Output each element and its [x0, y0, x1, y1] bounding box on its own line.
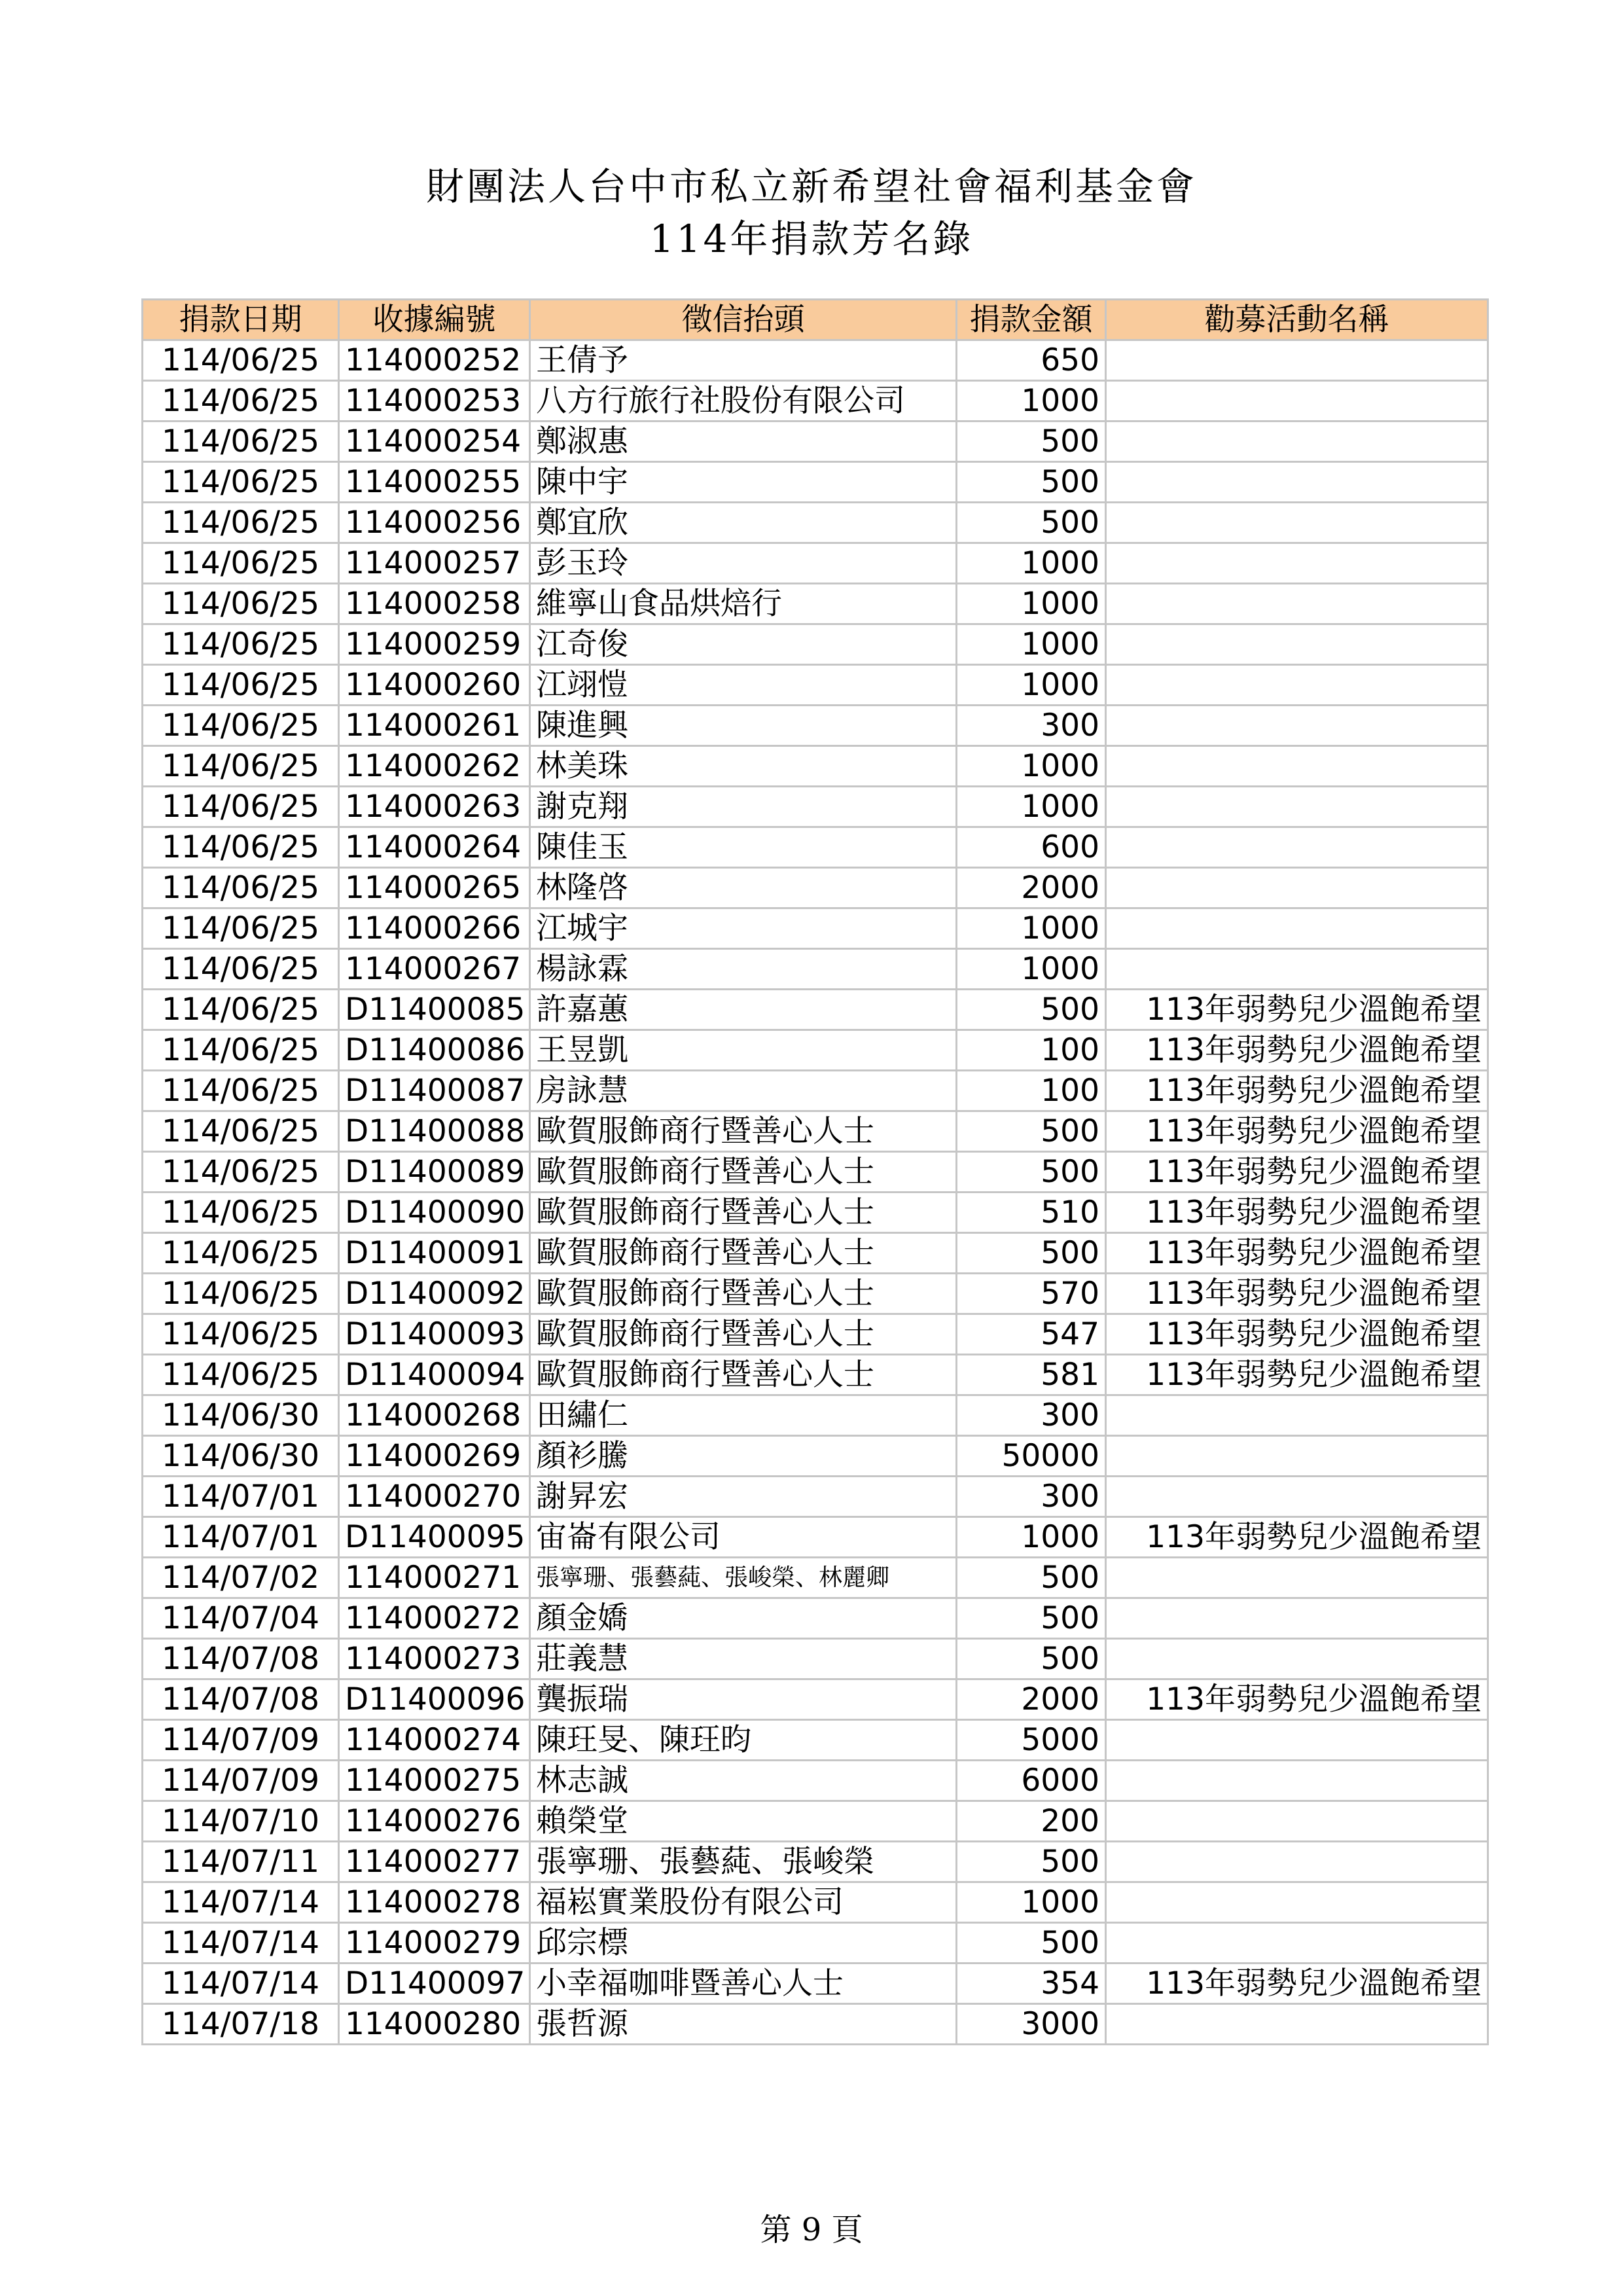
- cell-receipt-number: D11400093: [339, 1314, 530, 1355]
- cell-campaign: [1106, 665, 1488, 706]
- cell-receipt-number: 114000273: [339, 1639, 530, 1679]
- cell-donor-name: 歐賀服飾商行暨善心人士: [530, 1233, 957, 1274]
- cell-campaign: [1106, 949, 1488, 990]
- header-amount: 捐款金額: [957, 300, 1106, 340]
- table-row: [143, 990, 1488, 1030]
- table-row: [143, 422, 1488, 462]
- cell-date: 114/06/25: [143, 624, 339, 665]
- cell-receipt-number: D11400092: [339, 1274, 530, 1314]
- cell-receipt-number: 114000252: [339, 340, 530, 381]
- cell-date: 114/06/25: [143, 1152, 339, 1193]
- cell-campaign: [1106, 2004, 1488, 2045]
- table-row: [143, 1030, 1488, 1071]
- cell-campaign: [1106, 1801, 1488, 1842]
- cell-date: 114/07/08: [143, 1679, 339, 1720]
- cell-amount: 2000: [957, 1679, 1106, 1720]
- cell-donor-name: 林隆啓: [530, 868, 957, 908]
- cell-donor-name: 張寧珊、張藝蒓、張峻榮: [530, 1842, 957, 1882]
- cell-amount: 300: [957, 1477, 1106, 1517]
- header-campaign: 勸募活動名稱: [1106, 300, 1488, 340]
- document-title: 財團法人台中市私立新希望社會福利基金會: [425, 164, 1197, 209]
- cell-date: 114/07/04: [143, 1598, 339, 1639]
- cell-date: 114/06/25: [143, 381, 339, 422]
- cell-amount: 5000: [957, 1720, 1106, 1761]
- cell-date: 114/06/30: [143, 1395, 339, 1436]
- cell-receipt-number: 114000255: [339, 462, 530, 503]
- cell-date: 114/06/25: [143, 422, 339, 462]
- table-row: [143, 462, 1488, 503]
- cell-amount: 100: [957, 1030, 1106, 1071]
- cell-amount: 354: [957, 1964, 1106, 2004]
- cell-campaign: [1106, 1558, 1488, 1598]
- table-row: [143, 624, 1488, 665]
- cell-donor-name: 張寧珊、張藝蒓、張峻榮、林麗卿: [530, 1558, 957, 1598]
- cell-date: 114/06/25: [143, 787, 339, 827]
- cell-receipt-number: 114000256: [339, 503, 530, 543]
- cell-campaign: [1106, 462, 1488, 503]
- cell-donor-name: 歐賀服飾商行暨善心人士: [530, 1111, 957, 1152]
- cell-receipt-number: 114000263: [339, 787, 530, 827]
- cell-receipt-number: 114000257: [339, 543, 530, 584]
- cell-date: 114/06/25: [143, 868, 339, 908]
- cell-date: 114/06/25: [143, 1193, 339, 1233]
- cell-amount: 1000: [957, 908, 1106, 949]
- cell-donor-name: 彭玉玲: [530, 543, 957, 584]
- cell-donor-name: 顏金嬌: [530, 1598, 957, 1639]
- cell-date: 114/06/25: [143, 340, 339, 381]
- cell-amount: 500: [957, 1598, 1106, 1639]
- cell-donor-name: 顏衫騰: [530, 1436, 957, 1477]
- cell-amount: 3000: [957, 2004, 1106, 2045]
- cell-amount: 1000: [957, 381, 1106, 422]
- cell-receipt-number: 114000274: [339, 1720, 530, 1761]
- cell-receipt-number: 114000280: [339, 2004, 530, 2045]
- table-row: [143, 868, 1488, 908]
- cell-campaign: [1106, 503, 1488, 543]
- cell-campaign: [1106, 584, 1488, 624]
- donor-table-body: [143, 340, 1488, 2045]
- cell-donor-name: 王倩予: [530, 340, 957, 381]
- cell-donor-name: 楊詠霖: [530, 949, 957, 990]
- cell-campaign: [1106, 787, 1488, 827]
- cell-amount: 1000: [957, 584, 1106, 624]
- cell-campaign: 113年弱勢兒少溫飽希望: [1106, 1274, 1488, 1314]
- cell-campaign: 113年弱勢兒少溫飽希望: [1106, 1233, 1488, 1274]
- cell-amount: 500: [957, 1842, 1106, 1882]
- cell-campaign: [1106, 868, 1488, 908]
- table-row: [143, 1801, 1488, 1842]
- cell-amount: 500: [957, 1558, 1106, 1598]
- cell-date: 114/06/25: [143, 746, 339, 787]
- table-row: [143, 827, 1488, 868]
- cell-receipt-number: D11400090: [339, 1193, 530, 1233]
- donor-table: [141, 298, 1489, 2045]
- cell-receipt-number: D11400094: [339, 1355, 530, 1395]
- cell-receipt-number: 114000264: [339, 827, 530, 868]
- cell-amount: 200: [957, 1801, 1106, 1842]
- cell-campaign: [1106, 827, 1488, 868]
- cell-receipt-number: 114000261: [339, 706, 530, 746]
- cell-amount: 500: [957, 422, 1106, 462]
- cell-date: 114/07/09: [143, 1761, 339, 1801]
- page-number: 第 9 頁: [760, 2212, 863, 2248]
- table-row: [143, 2004, 1488, 2045]
- cell-campaign: [1106, 1598, 1488, 1639]
- table-row: [143, 1314, 1488, 1355]
- cell-amount: 500: [957, 990, 1106, 1030]
- cell-date: 114/06/25: [143, 584, 339, 624]
- cell-amount: 1000: [957, 949, 1106, 990]
- cell-date: 114/06/25: [143, 827, 339, 868]
- cell-date: 114/06/25: [143, 1111, 339, 1152]
- table-row: [143, 1477, 1488, 1517]
- cell-amount: 1000: [957, 543, 1106, 584]
- table-row: [143, 1842, 1488, 1882]
- cell-campaign: [1106, 1639, 1488, 1679]
- cell-donor-name: 林美珠: [530, 746, 957, 787]
- cell-receipt-number: 114000268: [339, 1395, 530, 1436]
- cell-amount: 1000: [957, 624, 1106, 665]
- cell-date: 114/07/14: [143, 1923, 339, 1964]
- cell-campaign: [1106, 422, 1488, 462]
- cell-date: 114/07/08: [143, 1639, 339, 1679]
- cell-amount: 500: [957, 462, 1106, 503]
- cell-campaign: 113年弱勢兒少溫飽希望: [1106, 1517, 1488, 1558]
- cell-amount: 100: [957, 1071, 1106, 1111]
- table-row: [143, 1274, 1488, 1314]
- cell-amount: 1000: [957, 665, 1106, 706]
- cell-donor-name: 歐賀服飾商行暨善心人士: [530, 1152, 957, 1193]
- cell-donor-name: 江翊愷: [530, 665, 957, 706]
- cell-campaign: 113年弱勢兒少溫飽希望: [1106, 1111, 1488, 1152]
- cell-receipt-number: 114000260: [339, 665, 530, 706]
- cell-donor-name: 江奇俊: [530, 624, 957, 665]
- cell-campaign: 113年弱勢兒少溫飽希望: [1106, 1679, 1488, 1720]
- cell-donor-name: 謝昇宏: [530, 1477, 957, 1517]
- cell-amount: 500: [957, 1923, 1106, 1964]
- cell-donor-name: 陳進興: [530, 706, 957, 746]
- cell-receipt-number: D11400088: [339, 1111, 530, 1152]
- cell-donor-name: 歐賀服飾商行暨善心人士: [530, 1193, 957, 1233]
- cell-donor-name: 陳玨旻、陳玨昀: [530, 1720, 957, 1761]
- document-subtitle: 114年捐款芳名錄: [649, 217, 974, 261]
- cell-receipt-number: 114000259: [339, 624, 530, 665]
- cell-date: 114/06/25: [143, 990, 339, 1030]
- table-row: [143, 706, 1488, 746]
- cell-receipt-number: 114000272: [339, 1598, 530, 1639]
- cell-campaign: 113年弱勢兒少溫飽希望: [1106, 1030, 1488, 1071]
- cell-amount: 1000: [957, 787, 1106, 827]
- cell-donor-name: 福崧實業股份有限公司: [530, 1882, 957, 1923]
- cell-donor-name: 謝克翔: [530, 787, 957, 827]
- table-row: [143, 746, 1488, 787]
- cell-date: 114/06/25: [143, 706, 339, 746]
- cell-campaign: 113年弱勢兒少溫飽希望: [1106, 1071, 1488, 1111]
- cell-receipt-number: 114000276: [339, 1801, 530, 1842]
- cell-campaign: [1106, 1720, 1488, 1761]
- cell-donor-name: 許嘉蕙: [530, 990, 957, 1030]
- cell-amount: 500: [957, 503, 1106, 543]
- table-row: [143, 787, 1488, 827]
- cell-receipt-number: 114000277: [339, 1842, 530, 1882]
- table-row: [143, 1923, 1488, 1964]
- cell-donor-name: 小幸福咖啡暨善心人士: [530, 1964, 957, 2004]
- cell-date: 114/06/25: [143, 462, 339, 503]
- cell-date: 114/06/25: [143, 1274, 339, 1314]
- cell-campaign: [1106, 543, 1488, 584]
- table-row: [143, 1761, 1488, 1801]
- cell-amount: 2000: [957, 868, 1106, 908]
- cell-date: 114/06/25: [143, 1233, 339, 1274]
- cell-donor-name: 歐賀服飾商行暨善心人士: [530, 1274, 957, 1314]
- cell-amount: 300: [957, 706, 1106, 746]
- cell-date: 114/06/30: [143, 1436, 339, 1477]
- cell-campaign: 113年弱勢兒少溫飽希望: [1106, 1314, 1488, 1355]
- cell-date: 114/06/25: [143, 1071, 339, 1111]
- cell-receipt-number: D11400096: [339, 1679, 530, 1720]
- cell-donor-name: 賴榮堂: [530, 1801, 957, 1842]
- cell-date: 114/07/18: [143, 2004, 339, 2045]
- cell-donor-name: 歐賀服飾商行暨善心人士: [530, 1355, 957, 1395]
- cell-campaign: [1106, 340, 1488, 381]
- cell-campaign: [1106, 1882, 1488, 1923]
- cell-campaign: 113年弱勢兒少溫飽希望: [1106, 1193, 1488, 1233]
- cell-campaign: [1106, 1395, 1488, 1436]
- cell-campaign: [1106, 1477, 1488, 1517]
- cell-date: 114/07/14: [143, 1882, 339, 1923]
- cell-amount: 1000: [957, 1882, 1106, 1923]
- table-row: [143, 584, 1488, 624]
- cell-campaign: [1106, 624, 1488, 665]
- table-row: [143, 1679, 1488, 1720]
- cell-receipt-number: D11400086: [339, 1030, 530, 1071]
- table-row: [143, 1395, 1488, 1436]
- table-header-row: [143, 300, 1488, 340]
- table-row: [143, 1436, 1488, 1477]
- cell-amount: 510: [957, 1193, 1106, 1233]
- header-receipt-number: 收據編號: [339, 300, 530, 340]
- table-row: [143, 340, 1488, 381]
- cell-amount: 570: [957, 1274, 1106, 1314]
- cell-amount: 6000: [957, 1761, 1106, 1801]
- cell-amount: 547: [957, 1314, 1106, 1355]
- cell-campaign: [1106, 1842, 1488, 1882]
- cell-donor-name: 江城宇: [530, 908, 957, 949]
- cell-date: 114/07/14: [143, 1964, 339, 2004]
- table-row: [143, 1598, 1488, 1639]
- cell-date: 114/06/25: [143, 949, 339, 990]
- cell-amount: 1000: [957, 1517, 1106, 1558]
- table-row: [143, 665, 1488, 706]
- cell-donor-name: 王昱凱: [530, 1030, 957, 1071]
- cell-amount: 650: [957, 340, 1106, 381]
- cell-donor-name: 八方行旅行社股份有限公司: [530, 381, 957, 422]
- cell-campaign: 113年弱勢兒少溫飽希望: [1106, 1355, 1488, 1395]
- cell-donor-name: 房詠慧: [530, 1071, 957, 1111]
- cell-receipt-number: 114000265: [339, 868, 530, 908]
- cell-donor-name: 莊義慧: [530, 1639, 957, 1679]
- cell-donor-name: 維寧山食品烘焙行: [530, 584, 957, 624]
- cell-campaign: [1106, 746, 1488, 787]
- cell-amount: 1000: [957, 746, 1106, 787]
- cell-receipt-number: 114000266: [339, 908, 530, 949]
- cell-donor-name: 鄭宜欣: [530, 503, 957, 543]
- table-row: [143, 503, 1488, 543]
- cell-date: 114/07/09: [143, 1720, 339, 1761]
- table-row: [143, 908, 1488, 949]
- cell-amount: 50000: [957, 1436, 1106, 1477]
- cell-campaign: [1106, 1761, 1488, 1801]
- cell-date: 114/06/25: [143, 503, 339, 543]
- cell-receipt-number: 114000258: [339, 584, 530, 624]
- cell-receipt-number: D11400091: [339, 1233, 530, 1274]
- cell-receipt-number: D11400089: [339, 1152, 530, 1193]
- cell-amount: 581: [957, 1355, 1106, 1395]
- cell-date: 114/07/02: [143, 1558, 339, 1598]
- table-row: [143, 1720, 1488, 1761]
- cell-date: 114/06/25: [143, 908, 339, 949]
- table-row: [143, 1233, 1488, 1274]
- cell-donor-name: 鄭淑惠: [530, 422, 957, 462]
- cell-receipt-number: 114000267: [339, 949, 530, 990]
- cell-receipt-number: 114000254: [339, 422, 530, 462]
- cell-donor-name: 張哲源: [530, 2004, 957, 2045]
- table-row: [143, 1964, 1488, 2004]
- header-donation-date: 捐款日期: [143, 300, 339, 340]
- table-row: [143, 1193, 1488, 1233]
- cell-amount: 600: [957, 827, 1106, 868]
- cell-receipt-number: D11400085: [339, 990, 530, 1030]
- cell-donor-name: 陳佳玉: [530, 827, 957, 868]
- cell-donor-name: 龔振瑞: [530, 1679, 957, 1720]
- cell-receipt-number: D11400095: [339, 1517, 530, 1558]
- cell-campaign: 113年弱勢兒少溫飽希望: [1106, 1152, 1488, 1193]
- cell-donor-name: 林志誠: [530, 1761, 957, 1801]
- cell-donor-name: 宙崙有限公司: [530, 1517, 957, 1558]
- cell-amount: 300: [957, 1395, 1106, 1436]
- cell-receipt-number: 114000270: [339, 1477, 530, 1517]
- cell-campaign: 113年弱勢兒少溫飽希望: [1106, 1964, 1488, 2004]
- header-donor-name: 徵信抬頭: [530, 300, 957, 340]
- cell-receipt-number: D11400097: [339, 1964, 530, 2004]
- cell-campaign: [1106, 706, 1488, 746]
- cell-receipt-number: D11400087: [339, 1071, 530, 1111]
- cell-amount: 500: [957, 1233, 1106, 1274]
- cell-receipt-number: 114000253: [339, 381, 530, 422]
- cell-receipt-number: 114000262: [339, 746, 530, 787]
- cell-donor-name: 邱宗標: [530, 1923, 957, 1964]
- cell-receipt-number: 114000278: [339, 1882, 530, 1923]
- cell-date: 114/06/25: [143, 1314, 339, 1355]
- cell-receipt-number: 114000279: [339, 1923, 530, 1964]
- cell-donor-name: 歐賀服飾商行暨善心人士: [530, 1314, 957, 1355]
- table-row: [143, 1355, 1488, 1395]
- cell-date: 114/07/01: [143, 1517, 339, 1558]
- cell-donor-name: 田繡仁: [530, 1395, 957, 1436]
- cell-campaign: [1106, 1923, 1488, 1964]
- cell-campaign: [1106, 381, 1488, 422]
- cell-amount: 500: [957, 1152, 1106, 1193]
- cell-amount: 500: [957, 1111, 1106, 1152]
- cell-date: 114/06/25: [143, 1355, 339, 1395]
- table-row: [143, 1152, 1488, 1193]
- cell-date: 114/07/11: [143, 1842, 339, 1882]
- cell-amount: 500: [957, 1639, 1106, 1679]
- cell-donor-name: 陳中宇: [530, 462, 957, 503]
- cell-receipt-number: 114000271: [339, 1558, 530, 1598]
- table-row: [143, 543, 1488, 584]
- cell-date: 114/06/25: [143, 543, 339, 584]
- table-row: [143, 381, 1488, 422]
- table-row: [143, 949, 1488, 990]
- table-row: [143, 1517, 1488, 1558]
- cell-date: 114/07/01: [143, 1477, 339, 1517]
- cell-date: 114/07/10: [143, 1801, 339, 1842]
- cell-receipt-number: 114000269: [339, 1436, 530, 1477]
- table-row: [143, 1639, 1488, 1679]
- cell-campaign: 113年弱勢兒少溫飽希望: [1106, 990, 1488, 1030]
- cell-campaign: [1106, 1436, 1488, 1477]
- cell-campaign: [1106, 908, 1488, 949]
- cell-date: 114/06/25: [143, 1030, 339, 1071]
- cell-receipt-number: 114000275: [339, 1761, 530, 1801]
- table-row: [143, 1111, 1488, 1152]
- table-row: [143, 1882, 1488, 1923]
- table-row: [143, 1558, 1488, 1598]
- table-row: [143, 1071, 1488, 1111]
- cell-date: 114/06/25: [143, 665, 339, 706]
